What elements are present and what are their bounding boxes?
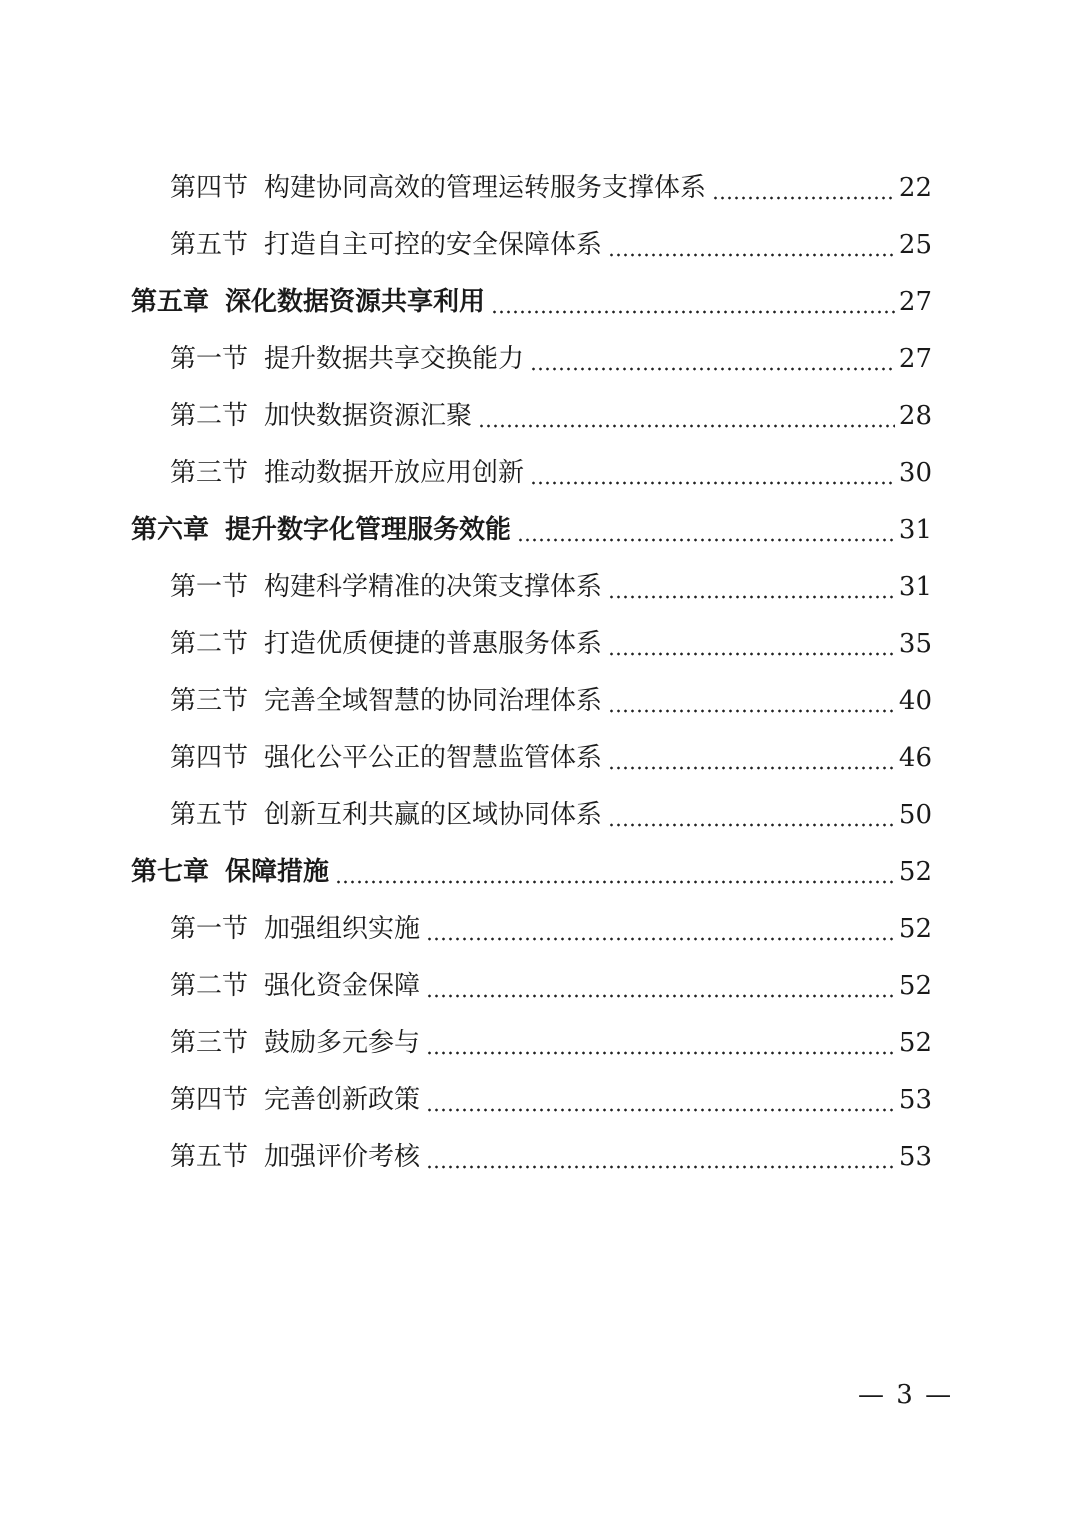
toc-section-entry	[0, 958, 1080, 1015]
toc-entry-number: 第二节	[170, 401, 249, 431]
toc-entry-number: 第五节	[170, 800, 249, 830]
toc-entry-label	[170, 331, 524, 388]
toc-dot-leader	[426, 1146, 895, 1170]
toc-entry-number: 第二节	[170, 971, 249, 1001]
toc-entry-page: 53	[898, 1085, 932, 1115]
toc-section-entry	[0, 901, 1080, 958]
toc-entry-label	[170, 901, 420, 958]
toc-entry-number: 第四节	[170, 1085, 249, 1115]
toc-section-entry	[0, 217, 1080, 274]
toc-entry-label	[170, 388, 472, 445]
toc-section-entry	[0, 616, 1080, 673]
toc-entry-label	[170, 445, 524, 502]
toc-section-entry	[0, 1015, 1080, 1072]
toc-entry-title: 强化资金保障	[264, 971, 421, 1001]
toc-entry-label	[170, 217, 602, 274]
toc-entry-page: 52	[898, 1028, 932, 1058]
toc-entry-page: 22	[898, 173, 932, 203]
toc-entry-page: 31	[898, 572, 932, 602]
toc-entry-page: 25	[898, 230, 932, 260]
toc-entry-number: 第一节	[170, 572, 249, 602]
toc-entry-title: 打造自主可控的安全保障体系	[264, 230, 603, 260]
toc-dot-leader	[608, 804, 895, 828]
toc-section-entry	[0, 160, 1080, 217]
page-number: — 3 —	[858, 1380, 954, 1410]
toc-dot-leader	[517, 519, 895, 543]
toc-entry-number: 第五章	[131, 287, 210, 317]
toc-entry-page: 46	[898, 743, 932, 773]
toc-entry-label	[170, 730, 602, 787]
toc-chapter-entry	[0, 274, 1080, 331]
toc-entry-number: 第四节	[170, 743, 249, 773]
toc-entry-title: 完善全域智慧的协同治理体系	[264, 686, 603, 716]
toc-chapter-entry	[0, 502, 1080, 559]
toc-dot-leader	[478, 405, 895, 429]
toc-entry-title: 创新互利共赢的区域协同体系	[264, 800, 603, 830]
toc-entry-label	[131, 844, 329, 901]
toc-entry-number: 第一节	[170, 914, 249, 944]
toc-entry-title: 构建科学精准的决策支撑体系	[264, 572, 603, 602]
toc-section-entry	[0, 1129, 1080, 1186]
toc-dot-leader	[608, 234, 895, 258]
toc-section-entry	[0, 1072, 1080, 1129]
toc-entry-title: 保障措施	[225, 857, 330, 887]
toc-dot-leader	[491, 291, 895, 315]
toc-entry-title: 加强评价考核	[264, 1142, 421, 1172]
toc-entry-label	[170, 1015, 420, 1072]
toc-section-entry	[0, 787, 1080, 844]
toc-dot-leader	[608, 576, 895, 600]
toc-dot-leader	[426, 1089, 895, 1113]
toc-entry-page: 27	[898, 287, 932, 317]
toc-entry-number: 第四节	[170, 173, 249, 203]
toc-entry-page: 50	[898, 800, 932, 830]
toc-entry-title: 加强组织实施	[264, 914, 421, 944]
toc-dot-leader	[608, 633, 895, 657]
toc-section-entry	[0, 388, 1080, 445]
toc-dot-leader	[426, 1032, 895, 1056]
toc-chapter-entry	[0, 844, 1080, 901]
toc-entry-page: 30	[898, 458, 932, 488]
toc-entry-title: 加快数据资源汇聚	[264, 401, 473, 431]
toc-dot-leader	[426, 918, 895, 942]
toc-dot-leader	[530, 462, 895, 486]
toc-entry-title: 深化数据资源共享利用	[225, 287, 486, 317]
toc-dot-leader	[335, 861, 895, 885]
toc-entry-number: 第一节	[170, 344, 249, 374]
toc-entry-page: 35	[898, 629, 932, 659]
toc-entry-page: 52	[898, 971, 932, 1001]
toc-entry-label	[170, 559, 602, 616]
toc-section-entry	[0, 331, 1080, 388]
toc-entry-title: 完善创新政策	[264, 1085, 421, 1115]
toc-entry-page: 53	[898, 1142, 932, 1172]
toc-entry-title: 推动数据开放应用创新	[264, 458, 525, 488]
toc-dot-leader	[712, 177, 895, 201]
toc-section-entry	[0, 559, 1080, 616]
toc-entry-page: 27	[898, 344, 932, 374]
toc-entry-page: 28	[898, 401, 932, 431]
toc-entry-number: 第五节	[170, 230, 249, 260]
toc-entry-title: 鼓励多元参与	[264, 1028, 421, 1058]
toc-section-entry	[0, 730, 1080, 787]
toc-entry-number: 第二节	[170, 629, 249, 659]
toc-dot-leader	[426, 975, 895, 999]
toc-entry-title: 提升数字化管理服务效能	[225, 515, 512, 545]
toc-entry-number: 第五节	[170, 1142, 249, 1172]
toc-entry-title: 打造优质便捷的普惠服务体系	[264, 629, 603, 659]
toc-entry-label	[170, 160, 706, 217]
toc-entry-label	[131, 274, 485, 331]
toc-entry-label	[170, 1129, 420, 1186]
toc-entry-number: 第三节	[170, 458, 249, 488]
toc-entry-label	[170, 673, 602, 730]
toc-dot-leader	[530, 348, 895, 372]
toc-entry-title: 强化公平公正的智慧监管体系	[264, 743, 603, 773]
toc-entry-page: 52	[898, 914, 932, 944]
toc-entry-number: 第六章	[131, 515, 210, 545]
toc-entry-label	[131, 502, 511, 559]
toc-entry-number: 第三节	[170, 686, 249, 716]
toc-entry-label	[170, 958, 420, 1015]
toc-dot-leader	[608, 747, 895, 771]
toc-entry-page: 52	[898, 857, 932, 887]
toc-section-entry	[0, 445, 1080, 502]
toc-entry-label	[170, 1072, 420, 1129]
toc-section-entry	[0, 673, 1080, 730]
toc-dot-leader	[608, 690, 895, 714]
toc-entry-label	[170, 616, 602, 673]
table-of-contents	[0, 160, 1080, 1186]
toc-entry-title: 提升数据共享交换能力	[264, 344, 525, 374]
toc-entry-label	[170, 787, 602, 844]
toc-entry-number: 第七章	[131, 857, 210, 887]
toc-entry-number: 第三节	[170, 1028, 249, 1058]
toc-entry-title: 构建协同高效的管理运转服务支撑体系	[264, 173, 707, 203]
toc-entry-page: 31	[898, 515, 932, 545]
toc-entry-page: 40	[898, 686, 932, 716]
